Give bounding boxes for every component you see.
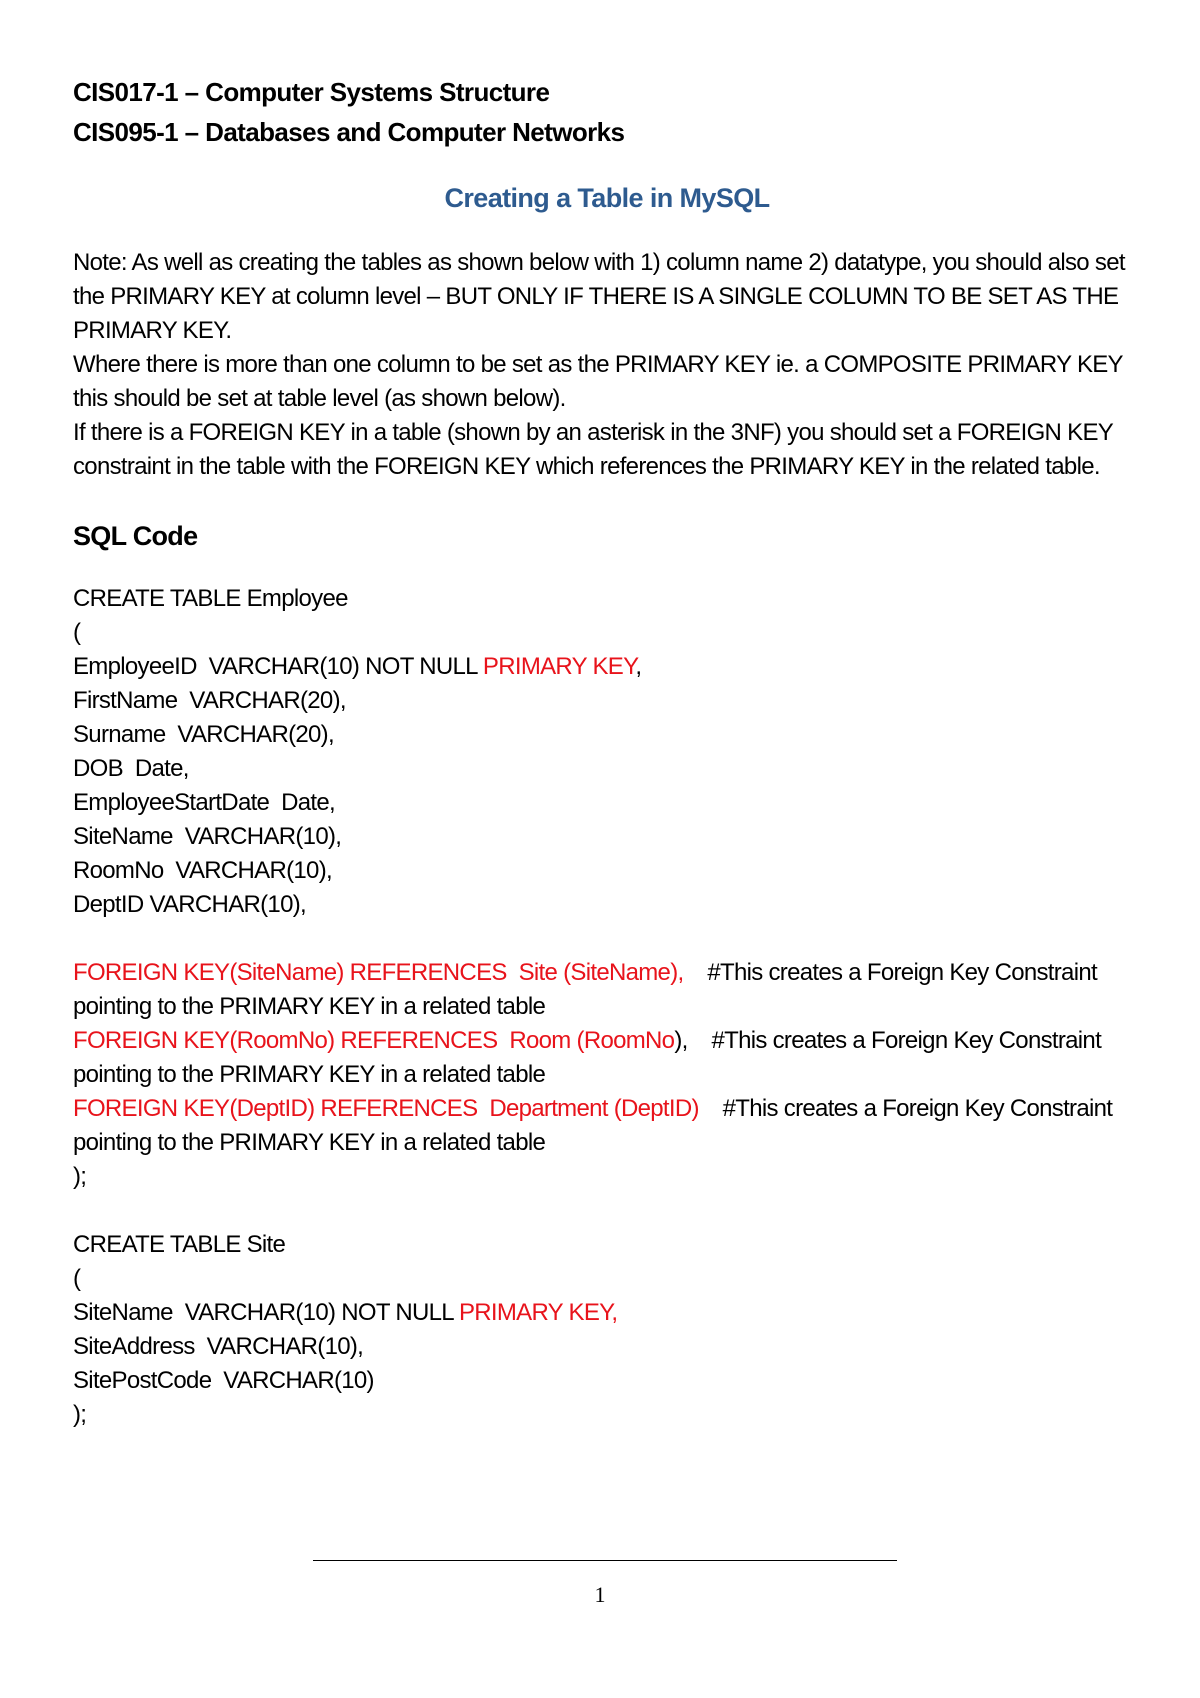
open-paren-line: (: [73, 1265, 81, 1292]
room-no-line: RoomNo VARCHAR(10),: [73, 857, 332, 884]
foreign-key-site-comment: #This creates a Foreign Key Constraint pointing to the PRIMARY KEY in a related table: [73, 959, 1103, 1020]
foreign-key-room-line: [73, 1024, 1141, 1092]
foreign-key-site-clause: FOREIGN KEY(SiteName) REFERENCES Site (SiteName),: [73, 959, 684, 986]
foreign-key-dept-line: [73, 1092, 1141, 1160]
foreign-key-room-comment: ), #This creates a Foreign Key Constraint pointing to the PRIMARY KEY in a related table: [73, 1027, 1108, 1088]
create-employee-line: CREATE TABLE Employee: [73, 585, 348, 612]
employee-id-definition: EmployeeID VARCHAR(10) NOT NULL: [73, 653, 483, 680]
primary-key-keyword: PRIMARY KEY: [482, 653, 636, 680]
sql-code-heading: SQL Code: [73, 521, 198, 551]
site-table-code: [73, 1228, 1141, 1432]
site-name-pk-line: [73, 1296, 1141, 1330]
primary-key-keyword: PRIMARY KEY,: [458, 1299, 618, 1326]
site-name-definition: SiteName VARCHAR(10) NOT NULL: [73, 1299, 459, 1326]
note-paragraph-3: If there is a FOREIGN KEY in a table (shown by an asterisk in the 3NF) you should set a FOREIGN KEY constraint in the table with the FOREIGN KEY which references the PRIMARY KEY in the related table.: [73, 419, 1113, 480]
page-content: [73, 72, 1141, 1432]
foreign-key-room-clause: FOREIGN KEY(RoomNo) REFERENCES Room (RoomNo: [73, 1027, 675, 1054]
line-comma: ,: [635, 653, 642, 680]
blank-line: [73, 1194, 1141, 1228]
close-paren-line: );: [73, 1163, 87, 1190]
create-site-line: CREATE TABLE Site: [73, 1231, 286, 1258]
note-section: [73, 246, 1141, 484]
foreign-key-dept-comment: #This creates a Foreign Key Constraint pointing to the PRIMARY KEY in a related table: [73, 1095, 1119, 1156]
site-name-line: SiteName VARCHAR(10),: [73, 823, 342, 850]
foreign-key-site-line: [73, 956, 1141, 1024]
course-title-2: CIS095-1 – Databases and Computer Networks: [73, 117, 625, 147]
footer-divider: [313, 1560, 897, 1561]
close-paren-line: );: [73, 1401, 87, 1428]
document-title: Creating a Table in MySQL: [444, 183, 770, 213]
site-address-line: SiteAddress VARCHAR(10),: [73, 1333, 364, 1360]
foreign-key-dept-clause: FOREIGN KEY(DeptID) REFERENCES Department (DeptID): [73, 1095, 699, 1122]
note-paragraph-2: Where there is more than one column to be set as the PRIMARY KEY ie. a COMPOSITE PRIMARY KEY this should be set at table level (as shown below).: [73, 351, 1123, 412]
open-paren-line: (: [73, 619, 81, 646]
employee-table-code: [73, 582, 1141, 1194]
course-title-1: CIS017-1 – Computer Systems Structure: [73, 77, 550, 107]
blank-line: [73, 922, 1141, 956]
dept-id-line: DeptID VARCHAR(10),: [73, 891, 306, 918]
dob-line: DOB Date,: [73, 755, 189, 782]
note-paragraph-1: Note: As well as creating the tables as shown below with 1) column name 2) datatype, you should also set the PRIMARY KEY at column level – BUT ONLY IF THERE IS A SINGLE COLUMN TO BE SET AS THE PRIMARY KEY.: [73, 249, 1125, 344]
employee-start-date-line: EmployeeStartDate Date,: [73, 789, 336, 816]
page-number: 1: [594, 1582, 606, 1607]
site-postcode-line: SitePostCode VARCHAR(10): [73, 1367, 374, 1394]
surname-line: Surname VARCHAR(20),: [73, 721, 334, 748]
first-name-line: FirstName VARCHAR(20),: [73, 687, 346, 714]
employee-id-line: [73, 650, 1141, 684]
